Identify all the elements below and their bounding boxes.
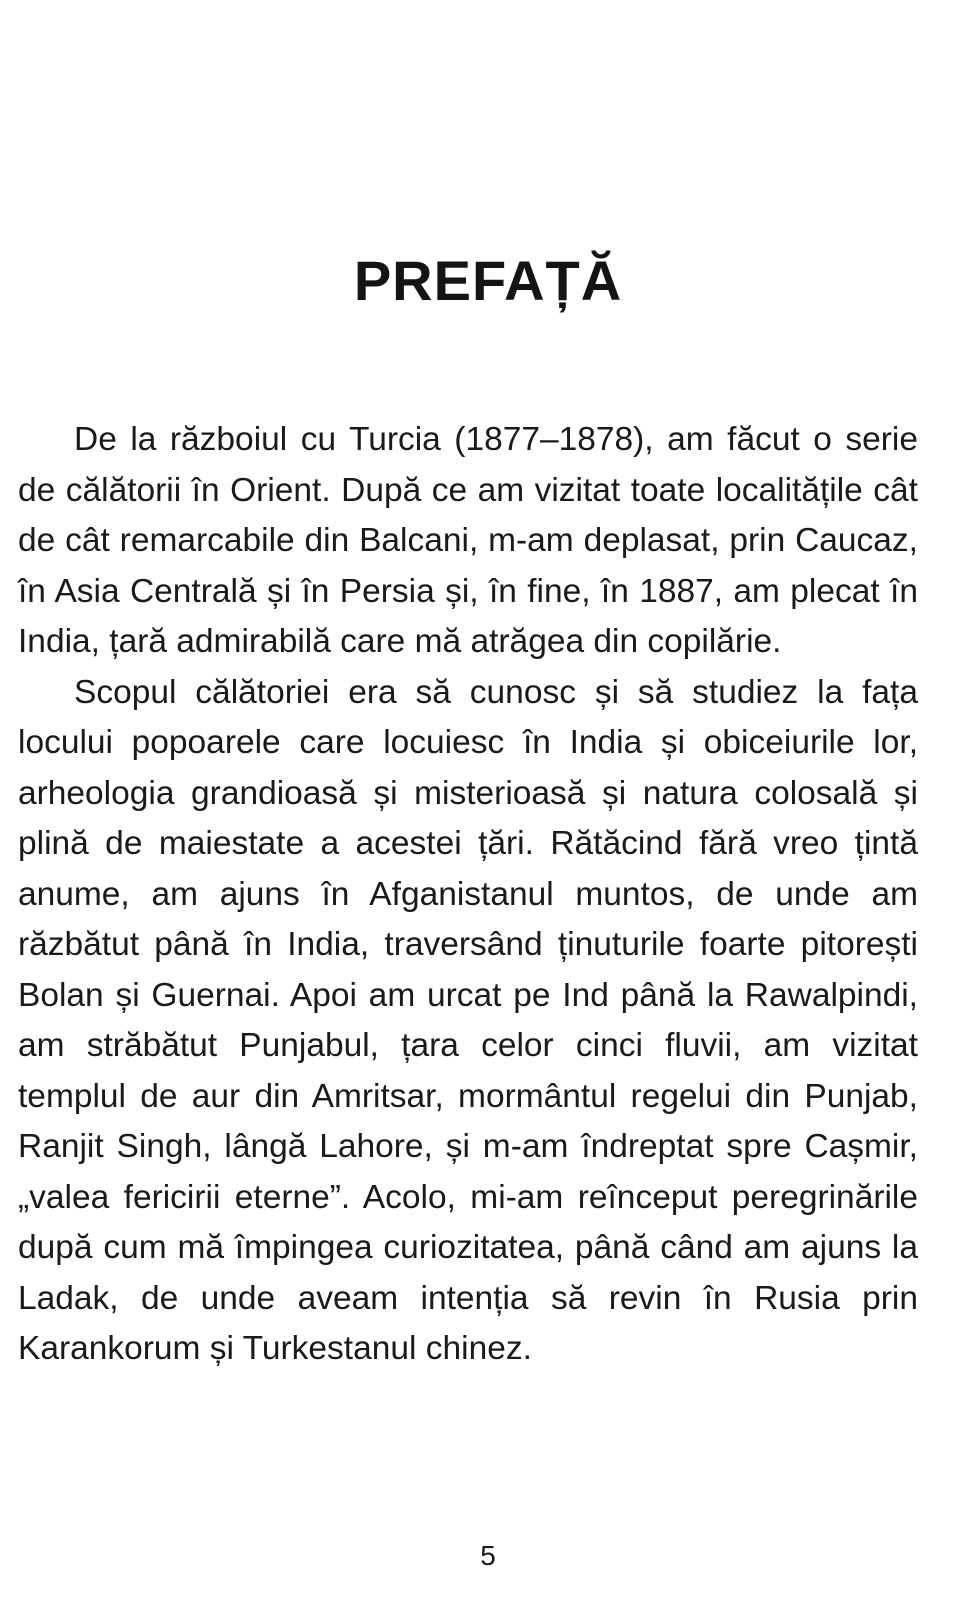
body-text	[18, 415, 918, 1375]
page-number: 5	[480, 1540, 496, 1571]
paragraph: Scopul călătoriei era să cunosc și să studiez la fața locului popoarele care locuiesc în India și obiceiurile lor, arheologia grandioasă și misterioasă și natura colosală și plină de maiestate a acestei țări. Rătăcind fără vreo țintă anume, am ajuns în Afganistanul muntos, de unde am răzbătut până în India, traversând ținuturile foarte pitorești Bolan și Guernai. Apoi am urcat pe Ind până la Rawalpindi, am străbătut Punjabul, țara celor cinci fluvii, am vizitat templul de aur din Amritsar, mormântul regelui din Punjab, Ranjit Singh, lângă Lahore, și m-am îndreptat spre Cașmir, „valea fericirii eterne”. Acolo, mi-am reînceput peregrinările după cum mă împingea curiozitatea, până când am ajuns la Ladak, de unde aveam intenția să revin în Rusia prin Karankorum și Turkestanul chinez.	[18, 673, 918, 1367]
page-title: PREFAȚĂ	[353, 248, 623, 312]
paragraph: De la războiul cu Turcia (1877–1878), am făcut o serie de călătorii în Orient. După ce am vizitat toate localitățile cât de cât remarcabile din Balcani, m-am deplasat, prin Caucaz, în Asia Centrală și în Persia și, în fine, în 1887, am plecat în India, țară admirabilă care mă atrăgea din copilărie.	[18, 421, 918, 660]
